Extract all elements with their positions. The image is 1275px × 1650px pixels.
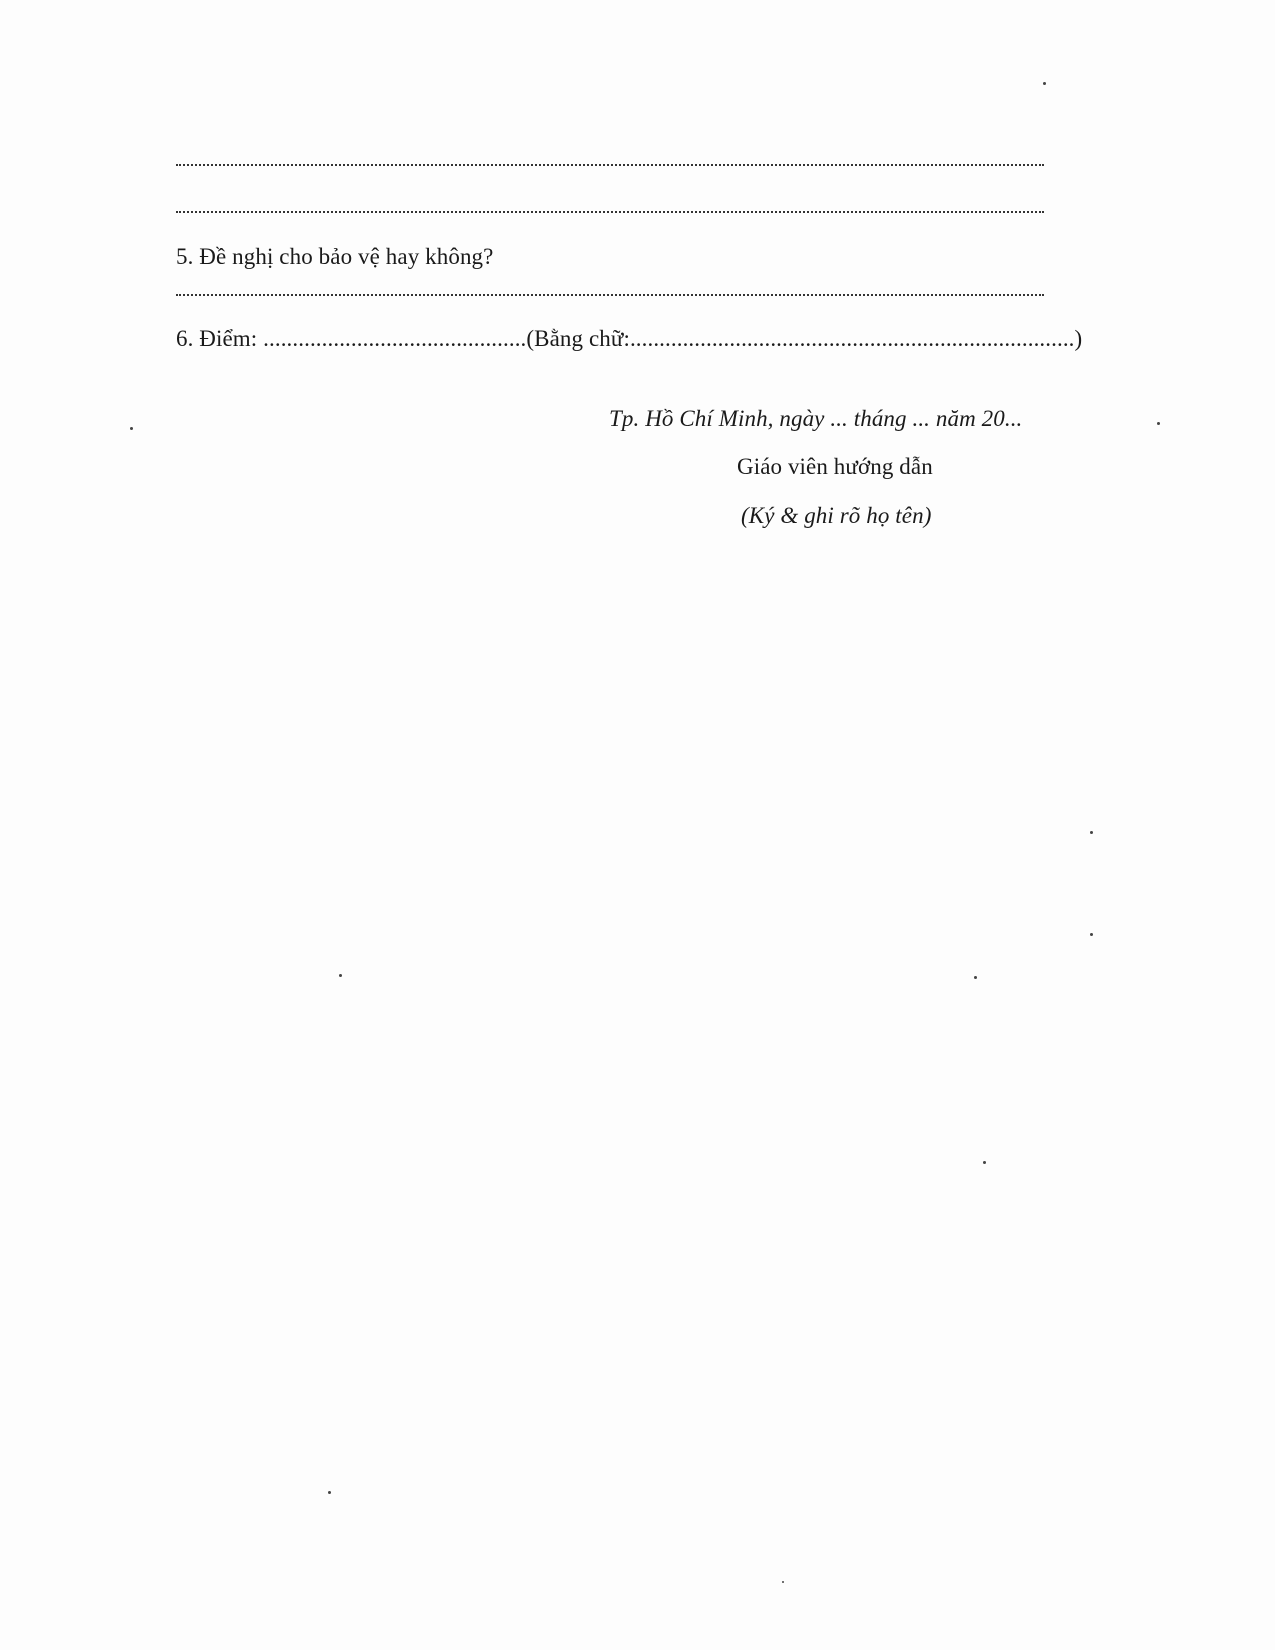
scan-speck: [328, 1491, 331, 1494]
answer-line-2: [176, 211, 1044, 213]
item-5-label: 5. Đề nghị cho bảo vệ hay không?: [176, 244, 494, 269]
scan-speck: [983, 1161, 986, 1164]
scan-speck: [1090, 933, 1093, 936]
score-blank: .............................................: [263, 326, 527, 351]
scan-speck: [339, 974, 342, 977]
scan-speck: [1090, 831, 1093, 834]
score-in-words-label: (Bằng chữ:: [526, 326, 630, 351]
answer-line-1: [176, 164, 1044, 166]
scan-speck: [1043, 82, 1046, 85]
place-date-line: Tp. Hồ Chí Minh, ngày ... tháng ... năm 20...: [609, 406, 1023, 431]
score-in-words-blank: ............................................................................: [629, 326, 1075, 351]
item-6-label: 6. Điểm:: [176, 326, 258, 351]
scan-speck: [130, 427, 133, 430]
score-in-words-close: ): [1074, 326, 1083, 351]
item-6-row: [176, 326, 1082, 352]
scan-speck: [974, 976, 977, 979]
signature-instruction: (Ký & ghi rõ họ tên): [741, 503, 932, 528]
answer-line-3: [176, 294, 1044, 296]
signer-role: Giáo viên hướng dẫn: [737, 454, 933, 479]
scan-speck: [782, 1581, 784, 1583]
scan-speck: [1157, 422, 1160, 425]
